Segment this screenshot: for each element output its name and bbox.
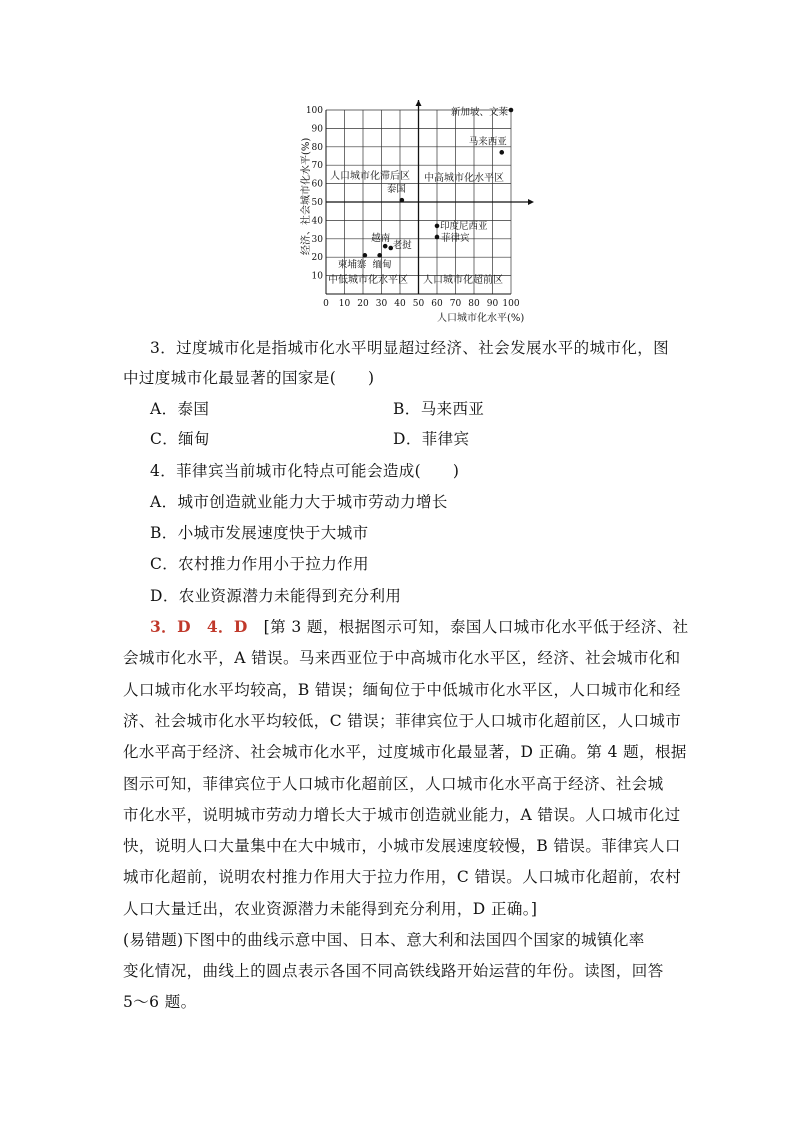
x-tick-label: 60 [431,299,443,309]
x-tick-label: 40 [394,299,406,309]
q3-stem-line2: 中过度城市化最显著的国家是( ) [123,369,375,387]
answer-key: 3．D 4．D [150,617,248,636]
region-label-medium-low: 中低城市化水平区 [328,275,408,286]
y-tick-label: 50 [311,198,323,208]
answer-text-line1: [第 3 题，根据图示可知，泰国人口城市化水平低于经济、社 [263,618,689,636]
q3-stem-line1: 3．过度城市化是指城市化水平明显超过经济、社会发展水平的城市化，图 [150,339,670,357]
data-point [509,108,514,113]
answer-line7: 市化水平，说明城市劳动力增长大于城市创造就业能力，A 错误。人口城市化过 [123,806,681,824]
x-tick-label: 10 [338,299,351,309]
x-axis-label: 人口城市化水平(%) [437,313,525,324]
q3-option-d: D．菲律宾 [393,430,470,448]
answer-line4: 济、社会城市化水平均较低，C 错误；菲律宾位于人口城市化超前区，人口城市 [123,712,682,730]
q4-option-c: C．农村推力作用小于拉力作用 [150,555,369,573]
point-label: 泰国 [386,184,406,196]
point-label: 老挝 [392,240,412,251]
y-tick-label: 90 [311,124,323,135]
point-label: 越南 [371,233,391,245]
y-tick-label: 100 [305,106,323,116]
region-label-lagging: 人口城市化滞后区 [330,171,410,182]
x-tick-label: 90 [486,299,499,309]
x-tick-label: 0 [323,299,329,309]
y-tick-label: 80 [311,142,323,153]
y-tick-label: 60 [311,179,323,190]
q4-option-b: B．小城市发展速度快于大城市 [150,524,369,542]
intro-line2: 变化情况，曲线上的圆点表示各国不同高铁线路开始运营的年份。读图，回答 [123,962,664,980]
data-point [383,244,388,249]
x-tick-label: 80 [468,299,480,309]
horizontal-axis-arrow [528,199,534,205]
x-tick-label: 20 [357,299,369,309]
x-tick-label: 30 [375,299,388,309]
point-label: 菲律宾 [441,232,470,244]
intro-line3: 5～6 题。 [123,993,197,1011]
y-axis-label: 经济、社会城市化水平(%) [301,137,312,255]
answer-line8: 快，说明人口大量集中在大中城市，小城市发展速度较慢，B 错误。菲律宾人口 [123,837,681,855]
x-tick-label: 100 [502,299,520,309]
point-label: 印度尼西亚 [440,220,488,232]
intro-line1: (易错题)下图中的曲线示意中国、日本、意大利和法国四个国家的城镇化率 [123,931,645,949]
data-point [435,224,440,229]
point-label: 缅甸 [372,259,392,271]
x-tick-label: 50 [412,299,425,309]
answer-line9: 城市化超前，说明农村推力作用大于拉力作用，C 错误。人口城市化超前，农村 [123,868,682,886]
y-tick-label: 70 [311,161,323,172]
y-tick-label: 30 [311,234,323,245]
region-label-ahead: 人口城市化超前区 [423,275,503,286]
q3-option-a: A．泰国 [150,400,210,418]
q3-option-b: B．马来西亚 [393,400,485,418]
answer-line2: 会城市化水平，A 错误。马来西亚位于中高城市化水平区，经济、社会城市化和 [123,649,681,667]
data-point [400,198,405,203]
q4-stem: 4．菲律宾当前城市化特点可能会造成( ) [150,462,460,480]
chart-points [338,106,513,270]
x-tick-label: 70 [449,299,462,309]
y-tick-label: 40 [311,216,323,227]
data-point [363,253,368,258]
answer-line1 [150,617,689,637]
point-label: 新加坡、文莱 [451,107,509,118]
answer-line6: 图示可知，菲律宾位于人口城市化超前区，人口城市化水平高于经济、社会城 [123,775,664,793]
q4-option-d: D．农业资源潜力未能得到充分利用 [150,587,402,605]
data-point [499,150,504,155]
data-point [377,253,382,258]
y-tick-label: 20 [311,253,323,264]
data-point [435,235,440,240]
region-label-medium-high: 中高城市化水平区 [424,173,504,184]
point-label: 柬埔寨 [337,259,367,271]
y-tick-label: 10 [311,271,323,282]
point-label: 马来西亚 [468,136,507,148]
answer-line3: 人口城市化水平均较高，B 错误；缅甸位于中低城市化水平区，人口城市化和经 [123,681,681,699]
urbanization-scatter-chart [290,100,540,330]
q3-option-c: C．缅甸 [150,430,210,448]
answer-line10: 人口大量迁出，农业资源潜力未能得到充分利用，D 正确。] [123,900,538,918]
answer-line5: 化水平高于经济、社会城市化水平，过度城市化最显著，D 正确。第 4 题，根据 [123,743,687,761]
vertical-axis-arrow [416,100,422,106]
q4-option-a: A．城市创造就业能力大于城市劳动力增长 [150,493,448,511]
